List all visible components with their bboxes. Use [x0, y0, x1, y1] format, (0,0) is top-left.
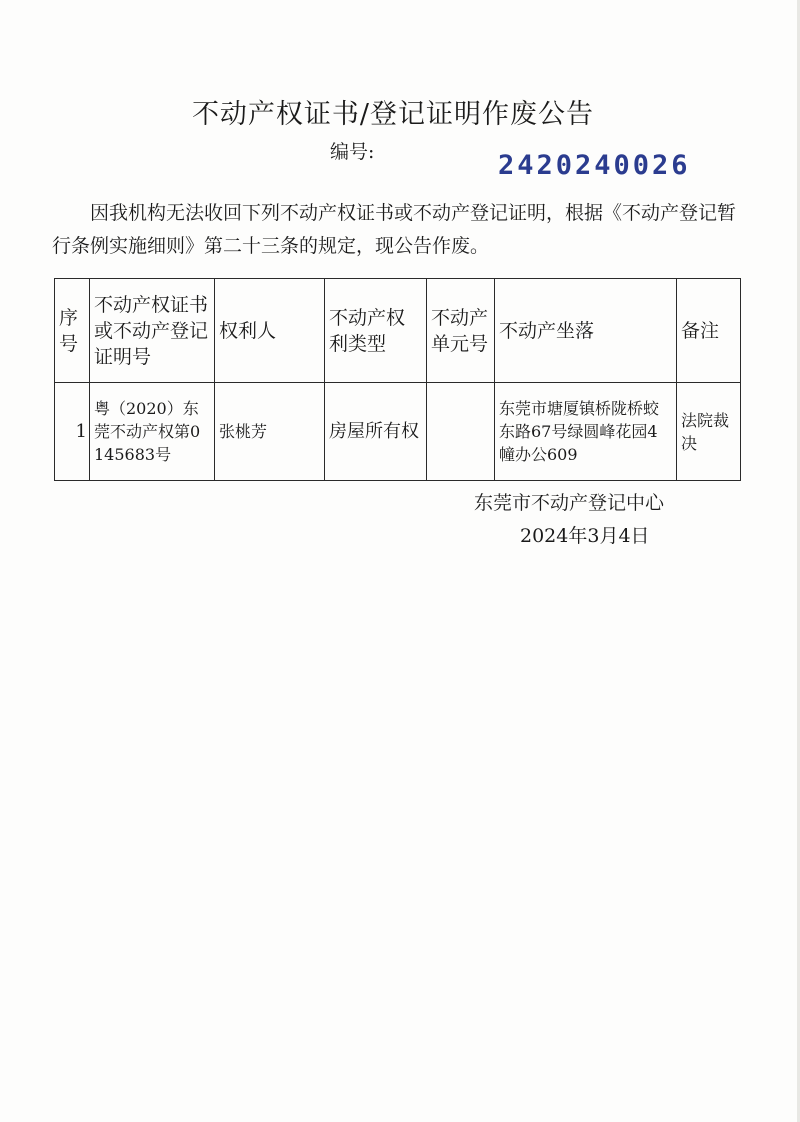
cell-right-type: 房屋所有权: [325, 383, 427, 481]
table-header-row: [55, 279, 741, 383]
header-holder: 权利人: [215, 279, 325, 383]
number-label: 编号:: [330, 141, 375, 163]
cell-cert-no: 粤（2020）东莞不动产权第0145683号: [90, 383, 215, 481]
cell-holder: 张桃芳: [215, 383, 325, 481]
cell-unit-no: [427, 383, 495, 481]
cell-seq: 1: [55, 383, 90, 481]
header-remark: 备注: [677, 279, 741, 383]
signature-date: 2024年3月4日: [520, 525, 650, 547]
cell-remark: 法院裁决: [677, 383, 741, 481]
header-location: 不动产坐落: [495, 279, 677, 383]
table-row: [55, 383, 741, 481]
announcement-paragraph: 因我机构无法收回下列不动产权证书或不动产登记证明，根据《不动产登记暂行条例实施细则》第二十三条的规定，现公告作废。: [52, 202, 737, 257]
cell-location: 东莞市塘厦镇桥陇桥蛟东路67号绿圆峰花园4幢办公609: [495, 383, 677, 481]
document-title: 不动产权证书/登记证明作废公告: [191, 99, 595, 130]
records-table: [54, 278, 741, 481]
header-unit-no: 不动产单元号: [427, 279, 495, 383]
header-right-type: 不动产权利类型: [325, 279, 427, 383]
header-cert-no: 不动产权证书或不动产登记证明号: [90, 279, 215, 383]
signature-org: 东莞市不动产登记中心: [474, 492, 665, 514]
number-value: 2420240026: [498, 150, 691, 181]
header-seq: 序号: [55, 279, 90, 383]
